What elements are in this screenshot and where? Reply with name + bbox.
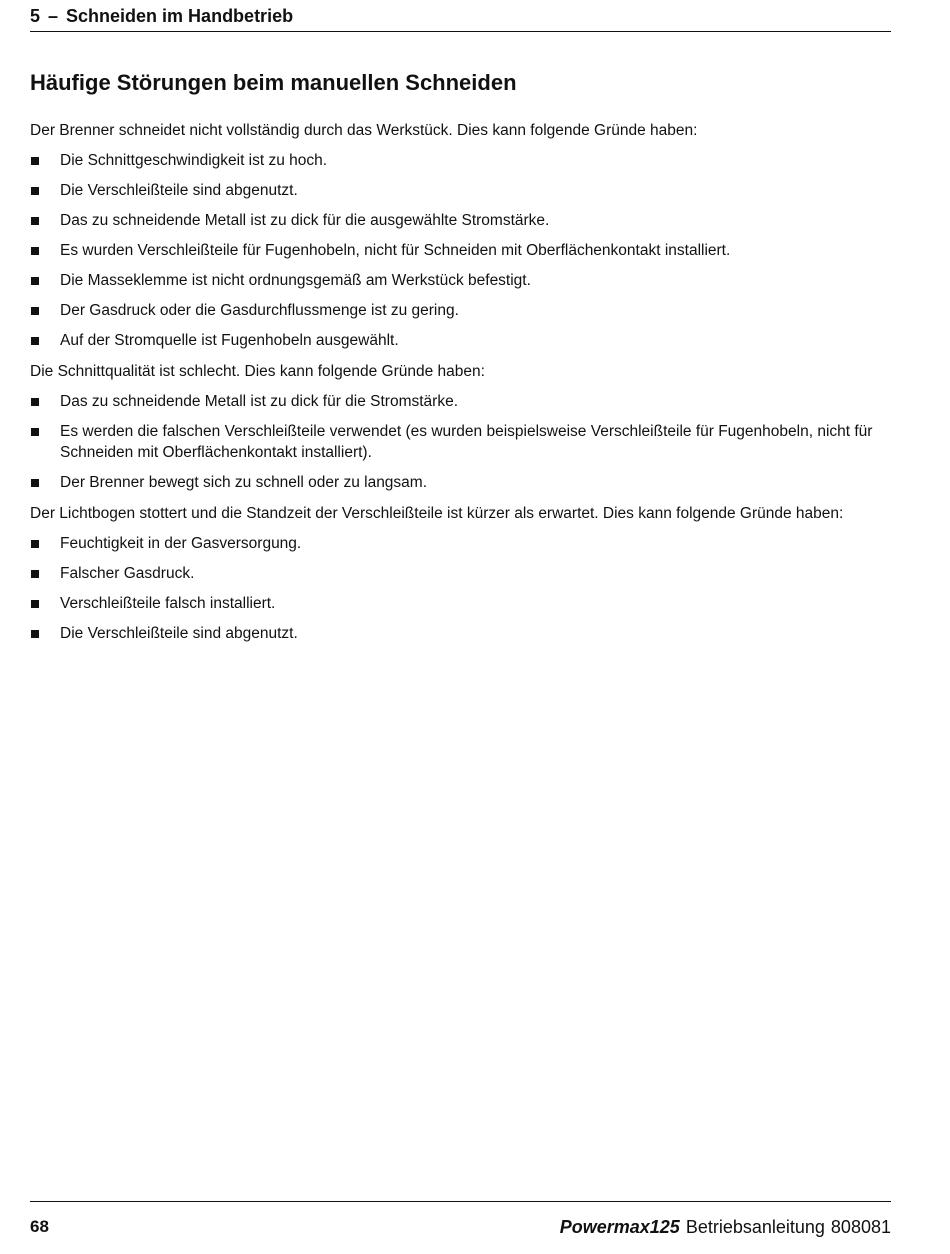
section-arc-sputters <box>30 503 891 644</box>
list-item-text: Die Schnittgeschwindigkeit ist zu hoch. <box>60 152 328 169</box>
page-title: Häufige Störungen beim manuellen Schneiden <box>30 70 517 95</box>
list-item <box>30 270 891 291</box>
list-item <box>30 391 891 412</box>
section-cut-not-through <box>30 120 891 351</box>
list-item <box>30 240 891 261</box>
section-intro: Der Lichtbogen stottert und die Standzeit der Verschleißteile ist kürzer als erwartet. Dies kann folgende Gründe haben: <box>30 505 844 522</box>
list-item <box>30 563 891 584</box>
list-item-text: Die Verschleißteile sind abgenutzt. <box>60 625 298 642</box>
square-bullet-icon <box>31 307 39 315</box>
list-item <box>30 150 891 171</box>
content <box>30 120 891 653</box>
list-item-text: Es wurden Verschleißteile für Fugenhobeln, nicht für Schneiden mit Oberflächenkontakt installiert. <box>60 242 731 259</box>
square-bullet-icon <box>31 540 39 548</box>
square-bullet-icon <box>31 570 39 578</box>
chapter-title: Schneiden im Handbetrieb <box>66 6 294 26</box>
page-footer <box>30 1201 891 1242</box>
square-bullet-icon <box>31 398 39 406</box>
square-bullet-icon <box>31 157 39 165</box>
square-bullet-icon <box>31 337 39 345</box>
square-bullet-icon <box>31 247 39 255</box>
list-item-text: Die Masseklemme ist nicht ordnungsgemäß am Werkstück befestigt. <box>60 272 531 289</box>
list-item-text: Es werden die falschen Verschleißteile verwendet (es wurden beispielsweise Verschleißteile für Fugenhobeln, nicht für Schneiden mit Oberflächenkontakt installiert). <box>60 423 873 461</box>
list-item <box>30 180 891 201</box>
document-type: Betriebsanleitung <box>685 1217 825 1237</box>
list-item-text: Der Gasdruck oder die Gasdurchflussmenge ist zu gering. <box>60 302 459 319</box>
bullet-list <box>30 533 891 644</box>
bullet-list <box>30 391 891 493</box>
chapter-separator: – <box>48 6 59 26</box>
bullet-list <box>30 150 891 351</box>
square-bullet-icon <box>31 630 39 638</box>
square-bullet-icon <box>31 600 39 608</box>
list-item-text: Falscher Gasdruck. <box>60 565 195 582</box>
list-item <box>30 300 891 321</box>
footer-document-info <box>560 1215 891 1239</box>
square-bullet-icon <box>31 479 39 487</box>
list-item-text: Der Brenner bewegt sich zu schnell oder zu langsam. <box>60 474 428 491</box>
list-item <box>30 210 891 231</box>
document-number: 808081 <box>830 1217 891 1237</box>
product-name: Powermax125 <box>559 1217 680 1237</box>
section-intro: Die Schnittqualität ist schlecht. Dies kann folgende Gründe haben: <box>30 363 485 380</box>
page-header <box>30 4 891 32</box>
section-intro: Der Brenner schneidet nicht vollständig durch das Werkstück. Dies kann folgende Gründe haben: <box>30 122 698 139</box>
list-item <box>30 533 891 554</box>
chapter-number: 5 <box>30 6 41 26</box>
square-bullet-icon <box>31 187 39 195</box>
page-number: 68 <box>30 1217 49 1236</box>
square-bullet-icon <box>31 428 39 436</box>
list-item-text: Das zu schneidende Metall ist zu dick für die ausgewählte Stromstärke. <box>60 212 550 229</box>
list-item-text: Auf der Stromquelle ist Fugenhobeln ausgewählt. <box>60 332 399 349</box>
list-item <box>30 330 891 351</box>
list-item <box>30 421 891 463</box>
section-poor-cut-quality <box>30 361 891 493</box>
list-item-text: Feuchtigkeit in der Gasversorgung. <box>60 535 302 552</box>
list-item-text: Die Verschleißteile sind abgenutzt. <box>60 182 298 199</box>
list-item <box>30 593 891 614</box>
square-bullet-icon <box>31 217 39 225</box>
list-item-text: Verschleißteile falsch installiert. <box>60 595 276 612</box>
list-item <box>30 623 891 644</box>
square-bullet-icon <box>31 277 39 285</box>
list-item <box>30 472 891 493</box>
list-item-text: Das zu schneidende Metall ist zu dick für die Stromstärke. <box>60 393 459 410</box>
